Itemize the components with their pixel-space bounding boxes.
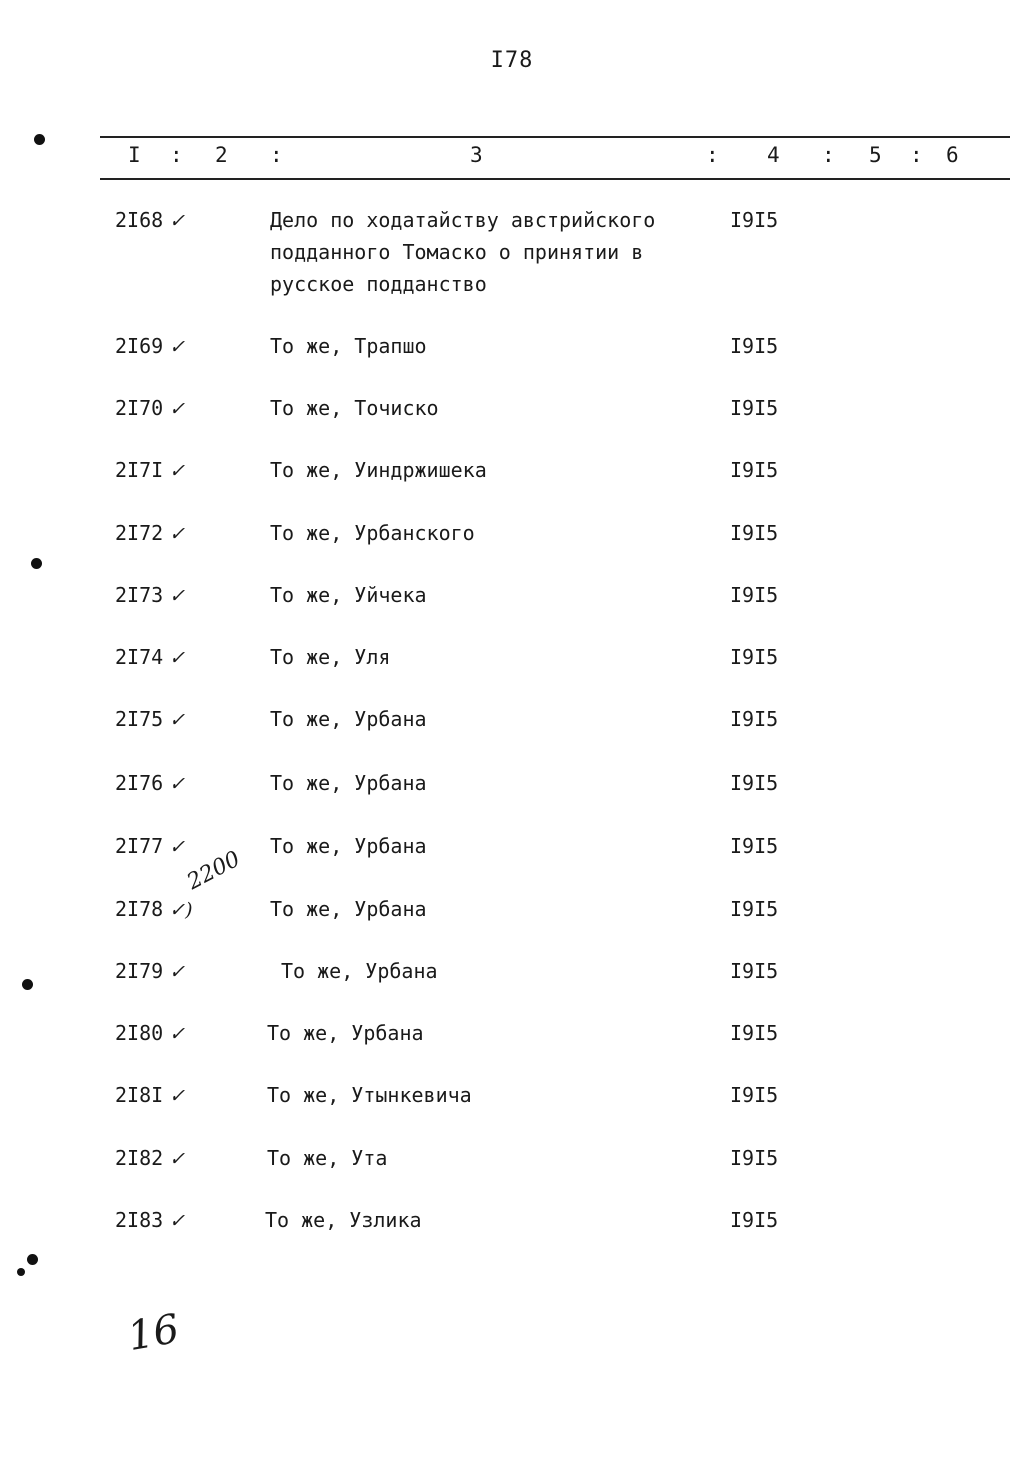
row-year: I9I5: [730, 334, 779, 358]
punch-hole-mark: [27, 1254, 38, 1265]
row-year: I9I5: [730, 771, 779, 795]
row-title: То же, Узлика: [265, 1208, 422, 1232]
row-year: I9I5: [730, 1021, 779, 1045]
table-row: [0, 1146, 1024, 1186]
checkmark-icon: ✓: [169, 1023, 186, 1045]
table-row: [0, 707, 1024, 747]
handwritten-sheet-mark: 16: [124, 1305, 183, 1361]
table-row: [0, 1021, 1024, 1061]
header-col-1: I: [128, 143, 141, 167]
header-col-6: 6: [946, 143, 959, 167]
row-number: 2I77 ✓: [115, 834, 186, 858]
handwritten-annotation: 2200: [183, 846, 245, 895]
header-col-5: 5: [869, 143, 882, 167]
row-number: 2I73 ✓: [115, 583, 186, 607]
row-number: 2I82 ✓: [115, 1146, 186, 1170]
row-number: 2I83 ✓: [115, 1208, 186, 1232]
row-title: То же, Урбана: [270, 897, 427, 921]
checkmark-icon: ✓: [169, 1085, 186, 1107]
row-number: 2I68 ✓: [115, 208, 186, 232]
row-year: I9I5: [730, 897, 779, 921]
checkmark-icon: ✓: [169, 773, 186, 795]
table-row: [0, 458, 1024, 498]
header-col-2: 2: [215, 143, 228, 167]
row-year: I9I5: [730, 458, 779, 482]
row-year: I9I5: [730, 1146, 779, 1170]
row-number: 2I75 ✓: [115, 707, 186, 731]
table-row: [0, 1208, 1024, 1248]
row-year: I9I5: [730, 707, 779, 731]
row-number: 2I74 ✓: [115, 645, 186, 669]
header-separator: :: [822, 143, 835, 167]
checkmark-icon: ✓: [169, 585, 186, 607]
row-year: I9I5: [730, 208, 779, 232]
checkmark-icon: ✓: [169, 460, 186, 482]
table-row: [0, 897, 1024, 937]
row-title: То же, Утынкевича: [267, 1083, 472, 1107]
header-col-3: 3: [470, 143, 483, 167]
row-title: То же, Уля: [270, 645, 391, 669]
table-row: [0, 521, 1024, 561]
row-title: То же, Ута: [267, 1146, 388, 1170]
checkmark-icon: ✓: [169, 1210, 186, 1232]
row-number: 2I78 ✓): [115, 897, 193, 921]
checkmark-icon: ✓: [169, 961, 186, 983]
checkmark-icon: ✓: [169, 709, 186, 731]
checkmark-icon: ✓: [169, 336, 186, 358]
row-number: 2I8I ✓: [115, 1083, 186, 1107]
row-year: I9I5: [730, 959, 779, 983]
header-separator: :: [910, 143, 923, 167]
row-title: То же, Урбана: [281, 959, 438, 983]
row-year: I9I5: [730, 834, 779, 858]
row-title: То же, Уйчека: [270, 583, 427, 607]
checkmark-icon: ✓): [169, 899, 193, 921]
table-row: [0, 645, 1024, 685]
table-row: [0, 396, 1024, 436]
row-title: То же, Точиско: [270, 396, 439, 420]
header-separator: :: [170, 143, 183, 167]
table-row: [0, 583, 1024, 623]
row-number: 2I69 ✓: [115, 334, 186, 358]
punch-hole-mark: [17, 1268, 25, 1276]
row-number: 2I79 ✓: [115, 959, 186, 983]
row-year: I9I5: [730, 645, 779, 669]
row-title: Дело по ходатайству австрийского подданного Томаско о принятии в русское подданство: [270, 208, 656, 296]
table-row: [0, 771, 1024, 811]
row-title: То же, Трапшо: [270, 334, 427, 358]
checkmark-icon: ✓: [169, 210, 186, 232]
checkmark-icon: ✓: [169, 836, 186, 858]
checkmark-icon: ✓: [169, 647, 186, 669]
row-title: То же, Урбана: [270, 707, 427, 731]
table-row: [0, 1083, 1024, 1123]
row-number: 2I7I ✓: [115, 458, 186, 482]
row-year: I9I5: [730, 1208, 779, 1232]
table-row: [0, 334, 1024, 374]
row-number: 2I80 ✓: [115, 1021, 186, 1045]
punch-hole-mark: [22, 979, 33, 990]
checkmark-icon: ✓: [169, 1148, 186, 1170]
row-title: То же, Уиндржишека: [270, 458, 487, 482]
checkmark-icon: ✓: [169, 523, 186, 545]
checkmark-icon: ✓: [169, 398, 186, 420]
row-title: То же, Урбана: [270, 771, 427, 795]
row-year: I9I5: [730, 583, 779, 607]
table-row: [0, 208, 1024, 296]
page-number: I78: [490, 48, 534, 73]
row-title: То же, Урбана: [270, 834, 427, 858]
table-row: [0, 834, 1024, 874]
row-number: 2I72 ✓: [115, 521, 186, 545]
row-number: 2I76 ✓: [115, 771, 186, 795]
row-year: I9I5: [730, 521, 779, 545]
row-year: I9I5: [730, 396, 779, 420]
table-row: [0, 959, 1024, 999]
punch-hole-mark: [31, 558, 42, 569]
punch-hole-mark: [34, 134, 45, 145]
header-separator: :: [706, 143, 719, 167]
header-separator: :: [270, 143, 283, 167]
row-year: I9I5: [730, 1083, 779, 1107]
row-number: 2I70 ✓: [115, 396, 186, 420]
header-col-4: 4: [767, 143, 780, 167]
row-title: То же, Урбанского: [270, 521, 475, 545]
row-title: То же, Урбана: [267, 1021, 424, 1045]
